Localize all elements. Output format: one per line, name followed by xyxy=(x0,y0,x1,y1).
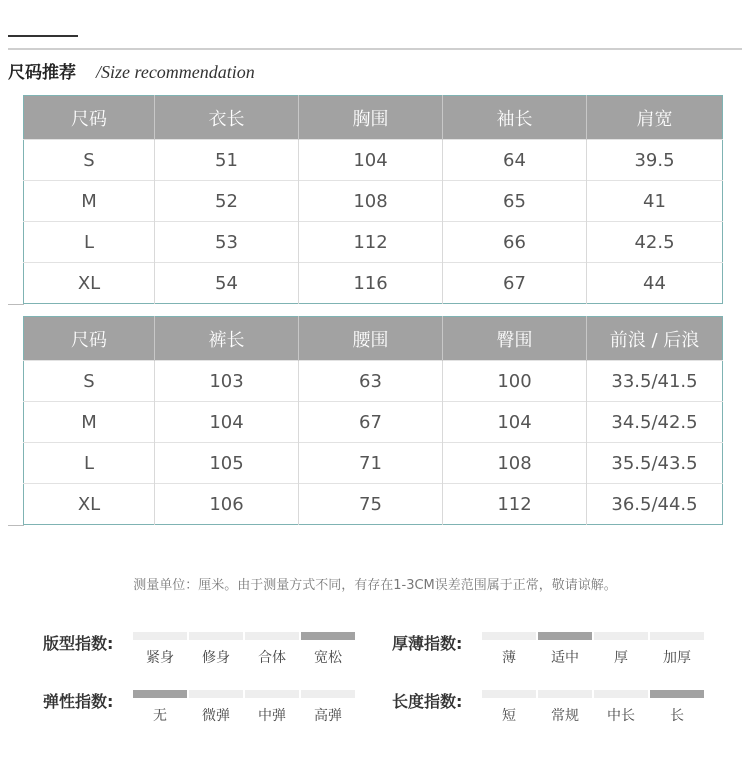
section-title xyxy=(8,58,255,82)
length-option-label: 常规 xyxy=(551,708,579,724)
table-cell: 53 xyxy=(155,222,299,263)
length-option-bar xyxy=(650,690,704,698)
fit-option xyxy=(245,632,299,667)
table-cell: M xyxy=(24,181,155,222)
table-cell: 44 xyxy=(587,263,723,304)
fit-index-label: 版型指数: xyxy=(43,634,114,653)
table-header-row xyxy=(24,96,723,140)
top-size-table xyxy=(23,95,723,304)
title-divider xyxy=(8,48,742,50)
table-cell: 67 xyxy=(299,402,443,443)
thickness-option-label: 薄 xyxy=(502,650,516,666)
table-cell: 33.5/41.5 xyxy=(587,361,723,402)
length-option-label: 中长 xyxy=(607,708,635,724)
table-cell: 36.5/44.5 xyxy=(587,484,723,525)
fit-option-bar xyxy=(189,632,243,640)
header-cell: 前浪 / 后浪 xyxy=(587,317,723,361)
table-cell: L xyxy=(24,443,155,484)
thickness-option-bar xyxy=(538,632,592,640)
table-cell: 51 xyxy=(155,140,299,181)
elasticity-option-bar xyxy=(189,690,243,698)
thickness-option xyxy=(594,632,648,667)
thickness-index-scale xyxy=(482,632,706,667)
elasticity-index-scale xyxy=(133,690,357,725)
fit-option-bar xyxy=(133,632,187,640)
header-cell: 臀围 xyxy=(443,317,587,361)
measurement-note: 测量单位：厘米。由于测量方式不同，有存在1-3CM误差范围属于正常，敬请谅解。 xyxy=(133,578,617,593)
thickness-option xyxy=(482,632,536,667)
table-cell: 103 xyxy=(155,361,299,402)
fit-option-label: 合体 xyxy=(258,650,286,666)
fit-option-bar xyxy=(301,632,355,640)
thickness-option-label: 加厚 xyxy=(663,650,691,666)
table-cell: 105 xyxy=(155,443,299,484)
fit-option-bar xyxy=(245,632,299,640)
thickness-option-bar xyxy=(482,632,536,640)
table-cell: 104 xyxy=(299,140,443,181)
length-option-bar xyxy=(538,690,592,698)
table-row xyxy=(24,443,723,484)
table-row xyxy=(24,181,723,222)
elasticity-option xyxy=(133,690,187,725)
elasticity-index-label: 弹性指数: xyxy=(43,692,114,711)
fit-option-label: 宽松 xyxy=(314,650,342,666)
table-cell: 106 xyxy=(155,484,299,525)
header-cell: 尺码 xyxy=(24,317,155,361)
table-cell: M xyxy=(24,402,155,443)
elasticity-option xyxy=(245,690,299,725)
table-cell: S xyxy=(24,361,155,402)
header-cell: 尺码 xyxy=(24,96,155,140)
table-cell: 71 xyxy=(299,443,443,484)
thickness-index-label: 厚薄指数: xyxy=(392,634,463,653)
table-cell: 34.5/42.5 xyxy=(587,402,723,443)
title-chinese: 尺码推荐 xyxy=(8,63,76,83)
elasticity-option-bar xyxy=(245,690,299,698)
elasticity-option-bar xyxy=(301,690,355,698)
thickness-option-label: 厚 xyxy=(614,650,628,666)
length-option-bar xyxy=(482,690,536,698)
table-row xyxy=(24,222,723,263)
title-english: /Size recommendation xyxy=(96,62,255,82)
thickness-option-label: 适中 xyxy=(551,650,579,666)
table-cell: 65 xyxy=(443,181,587,222)
fit-option xyxy=(133,632,187,667)
elasticity-option-label: 中弹 xyxy=(258,708,286,724)
header-cell: 腰围 xyxy=(299,317,443,361)
title-accent-line xyxy=(8,35,78,37)
table-header-row xyxy=(24,317,723,361)
table-cell: 64 xyxy=(443,140,587,181)
elasticity-option xyxy=(189,690,243,725)
length-option-label: 长 xyxy=(670,708,684,724)
table-row xyxy=(24,402,723,443)
table-cell: 52 xyxy=(155,181,299,222)
table-cell: 35.5/43.5 xyxy=(587,443,723,484)
length-index-label: 长度指数: xyxy=(392,692,463,711)
table-row xyxy=(24,140,723,181)
table-cell: 66 xyxy=(443,222,587,263)
table-cell: XL xyxy=(24,263,155,304)
table-cell: 104 xyxy=(155,402,299,443)
table-cell: 41 xyxy=(587,181,723,222)
fit-option-label: 紧身 xyxy=(146,650,174,666)
fit-option xyxy=(301,632,355,667)
header-cell: 肩宽 xyxy=(587,96,723,140)
table-cell: 116 xyxy=(299,263,443,304)
elasticity-option-label: 无 xyxy=(153,708,167,724)
header-cell: 裤长 xyxy=(155,317,299,361)
table-cell: 112 xyxy=(443,484,587,525)
thickness-option xyxy=(538,632,592,667)
bottom-size-table xyxy=(23,316,723,525)
elasticity-option-label: 高弹 xyxy=(314,708,342,724)
table-cell: 108 xyxy=(299,181,443,222)
fit-index-scale xyxy=(133,632,357,667)
table-row xyxy=(24,263,723,304)
table-cell: 75 xyxy=(299,484,443,525)
table-cell: 112 xyxy=(299,222,443,263)
elasticity-option xyxy=(301,690,355,725)
table-cell: 100 xyxy=(443,361,587,402)
fit-option-label: 修身 xyxy=(202,650,230,666)
table-row xyxy=(24,484,723,525)
thickness-option-bar xyxy=(594,632,648,640)
table-cell: XL xyxy=(24,484,155,525)
thickness-option xyxy=(650,632,704,667)
elasticity-option-bar xyxy=(133,690,187,698)
table-cell: 39.5 xyxy=(587,140,723,181)
length-option xyxy=(650,690,704,725)
length-index-scale xyxy=(482,690,706,725)
divider-stub xyxy=(8,304,24,305)
table-cell: S xyxy=(24,140,155,181)
table-cell: 42.5 xyxy=(587,222,723,263)
length-option xyxy=(482,690,536,725)
table-cell: 63 xyxy=(299,361,443,402)
header-cell: 衣长 xyxy=(155,96,299,140)
length-option xyxy=(594,690,648,725)
length-option xyxy=(538,690,592,725)
table-cell: 54 xyxy=(155,263,299,304)
thickness-option-bar xyxy=(650,632,704,640)
length-option-bar xyxy=(594,690,648,698)
table-cell: 108 xyxy=(443,443,587,484)
header-cell: 袖长 xyxy=(443,96,587,140)
length-option-label: 短 xyxy=(502,708,516,724)
elasticity-option-label: 微弹 xyxy=(202,708,230,724)
table-row xyxy=(24,361,723,402)
header-cell: 胸围 xyxy=(299,96,443,140)
table-cell: 67 xyxy=(443,263,587,304)
table-cell: L xyxy=(24,222,155,263)
table-cell: 104 xyxy=(443,402,587,443)
divider-stub xyxy=(8,525,24,526)
fit-option xyxy=(189,632,243,667)
